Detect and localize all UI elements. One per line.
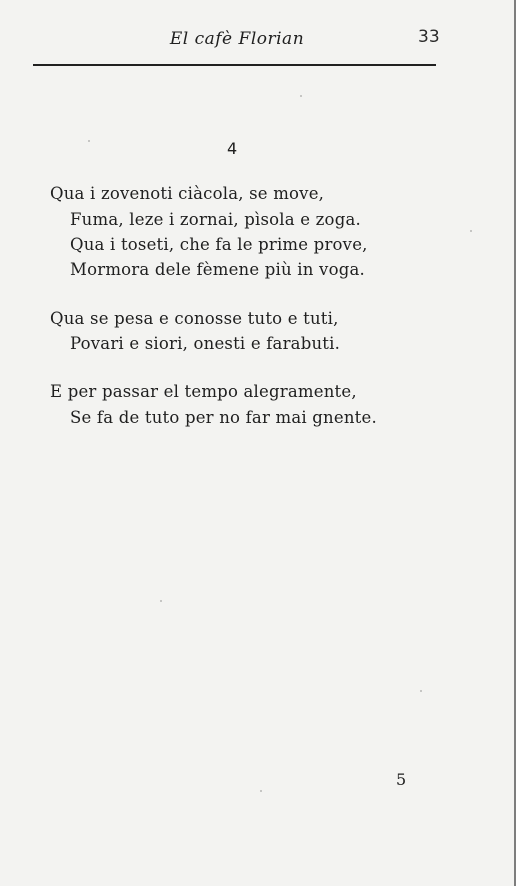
page-number: 33 [418, 27, 440, 47]
verse-line: Qua se pesa e conosse tuto e tuti, [50, 309, 339, 328]
verse-line: Qua i zovenoti ciàcola, se move, [50, 184, 325, 203]
verse-line: Se fa de tuto per no far mai gnente. [70, 408, 377, 427]
verse-line: E per passar el tempo alegramente, [50, 382, 357, 401]
paper-speck [160, 600, 162, 602]
verse-line: Povari e siori, onesti e farabuti. [70, 334, 341, 353]
paper-speck [300, 95, 302, 97]
verse-line: Mormora dele fèmene più in voga. [70, 260, 365, 279]
verse-line: Fuma, leze i zornai, pìsola e zoga. [70, 210, 361, 229]
section-number: 4 [227, 139, 238, 158]
paper-speck [470, 230, 472, 232]
printer-signature-mark: 5 [396, 770, 407, 789]
verse-line: Qua i toseti, che fa le prime prove, [70, 235, 368, 254]
paper-speck [420, 690, 422, 692]
running-header-title: El cafè Florian [169, 29, 305, 49]
header-rule [33, 64, 436, 66]
paper-speck [88, 140, 90, 142]
paper-speck [260, 790, 262, 792]
